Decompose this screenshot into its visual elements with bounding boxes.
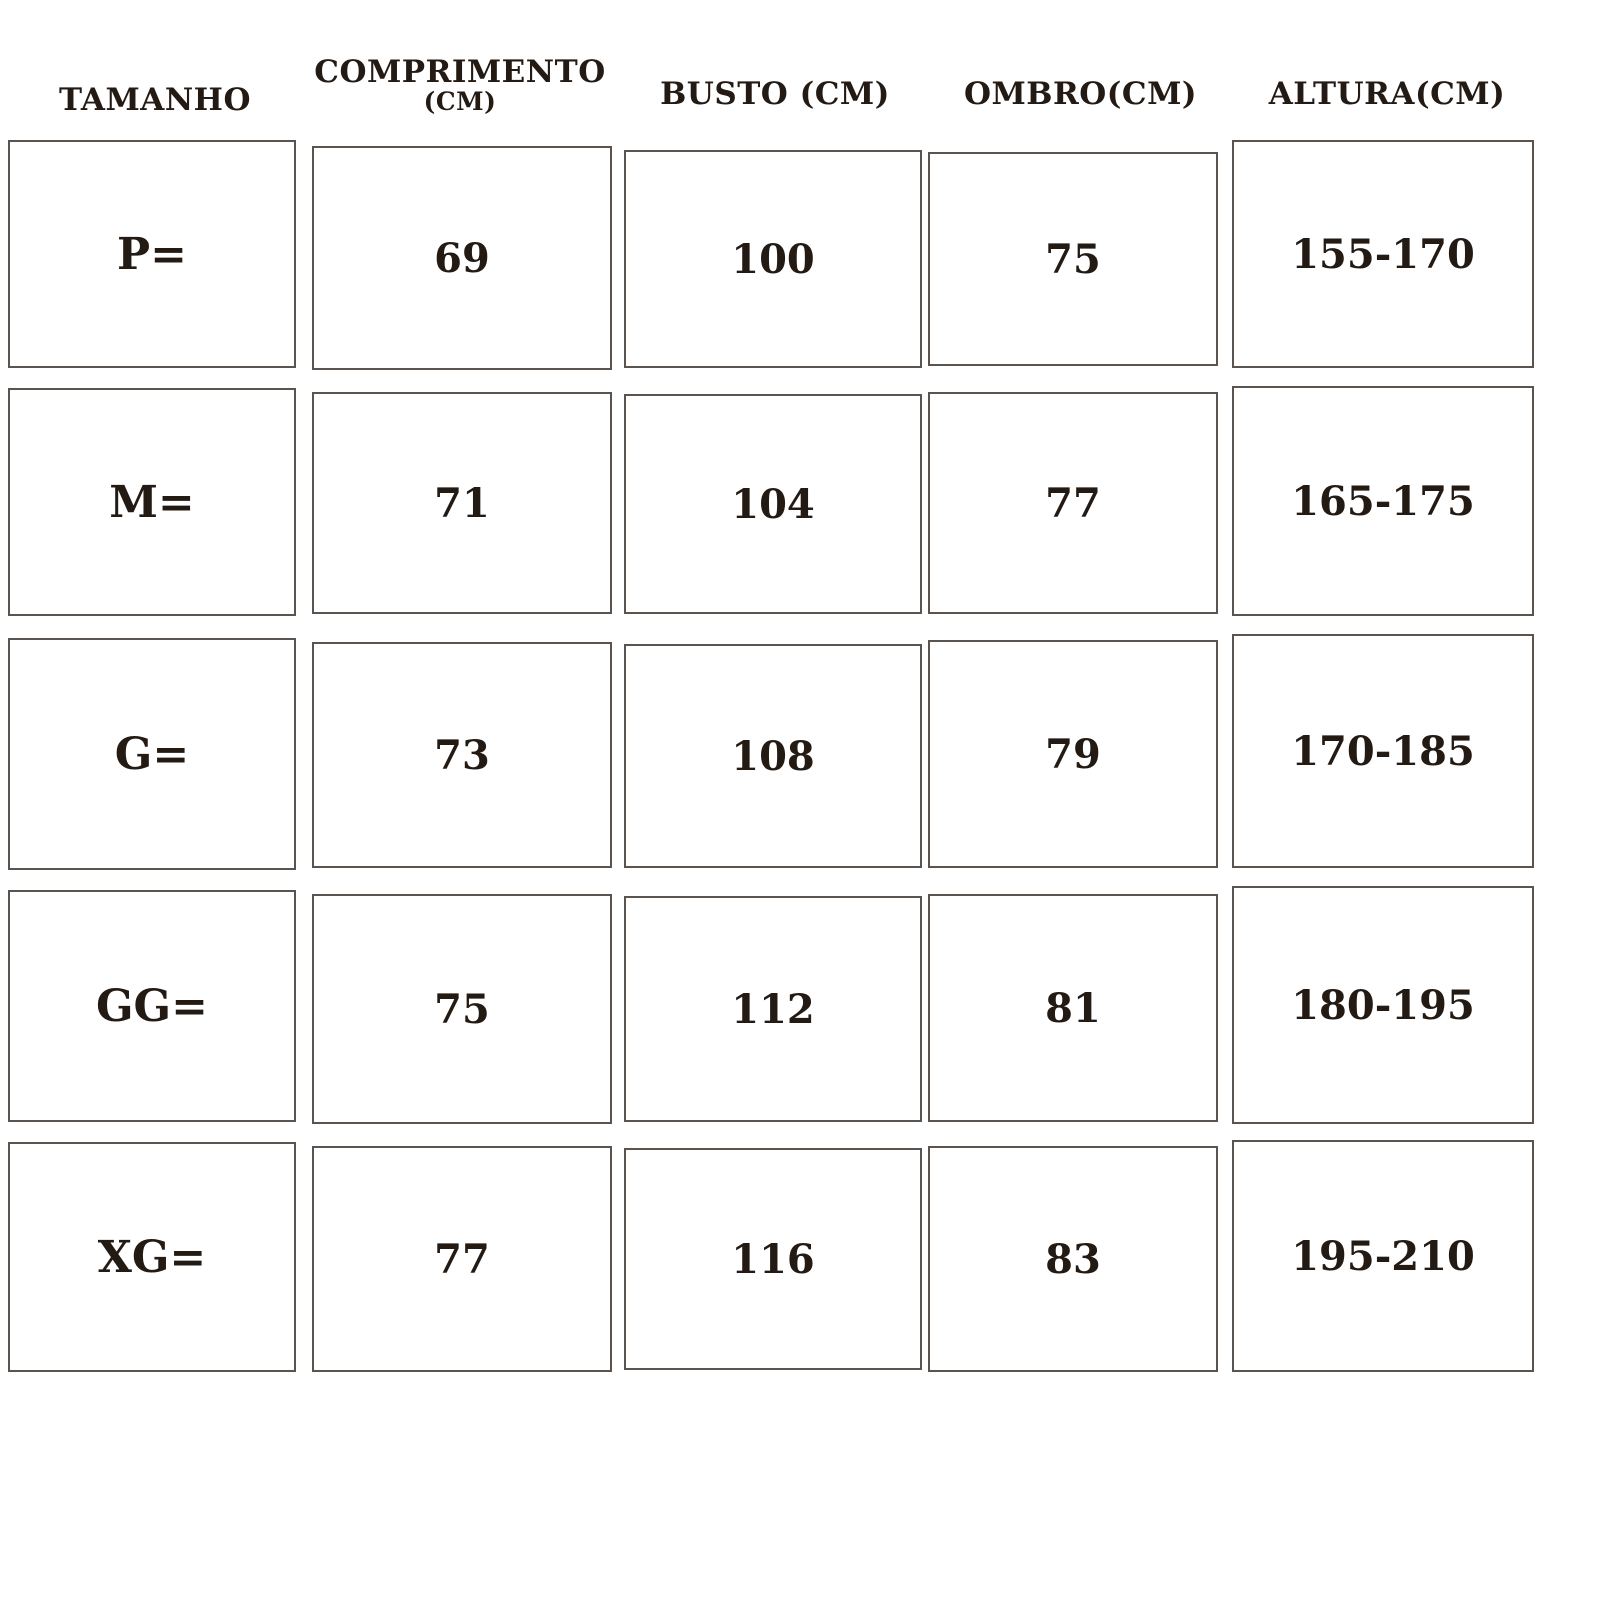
- table-cell-altura: 165-175: [1232, 386, 1534, 616]
- table-cell-tamanho: M=: [8, 388, 296, 616]
- table-cell-comprimento: 77: [312, 1146, 612, 1372]
- table-cell-altura: 195-210: [1232, 1140, 1534, 1372]
- column-header-comprimento: [300, 56, 620, 115]
- table-header-row: [0, 48, 1600, 138]
- table-cell-comprimento: 71: [312, 392, 612, 614]
- column-header-altura: [1232, 78, 1542, 111]
- table-cell-altura: 155-170: [1232, 140, 1534, 368]
- table-cell-tamanho: XG=: [8, 1142, 296, 1372]
- table-cell-comprimento: 69: [312, 146, 612, 370]
- column-header-tamanho: [10, 84, 300, 117]
- table-cell-busto: 112: [624, 896, 922, 1122]
- table-cell-tamanho: G=: [8, 638, 296, 870]
- column-header-altura-line1: ALTURA(CM): [1268, 76, 1506, 112]
- table-cell-comprimento: 75: [312, 894, 612, 1124]
- table-cell-tamanho: P=: [8, 140, 296, 368]
- table-cell-ombro: 81: [928, 894, 1218, 1122]
- column-header-ombro: [928, 78, 1233, 111]
- table-cell-ombro: 77: [928, 392, 1218, 614]
- table-cell-ombro: 79: [928, 640, 1218, 868]
- column-header-busto-line1: BUSTO (CM): [660, 76, 890, 112]
- column-header-busto: [620, 78, 930, 111]
- column-header-comprimento-line2: (CM): [423, 86, 497, 116]
- column-header-tamanho-line1: TAMANHO: [59, 82, 251, 118]
- table-cell-tamanho: GG=: [8, 890, 296, 1122]
- column-header-ombro-line1: OMBRO(CM): [963, 76, 1198, 112]
- table-cell-busto: 116: [624, 1148, 922, 1370]
- table-cell-ombro: 75: [928, 152, 1218, 366]
- column-header-comprimento-line1: COMPRIMENTO: [314, 54, 606, 90]
- table-cell-altura: 180-195: [1232, 886, 1534, 1124]
- table-cell-busto: 100: [624, 150, 922, 368]
- table-cell-busto: 108: [624, 644, 922, 868]
- table-cell-comprimento: 73: [312, 642, 612, 868]
- table-cell-altura: 170-185: [1232, 634, 1534, 868]
- table-cell-busto: 104: [624, 394, 922, 614]
- table-cell-ombro: 83: [928, 1146, 1218, 1372]
